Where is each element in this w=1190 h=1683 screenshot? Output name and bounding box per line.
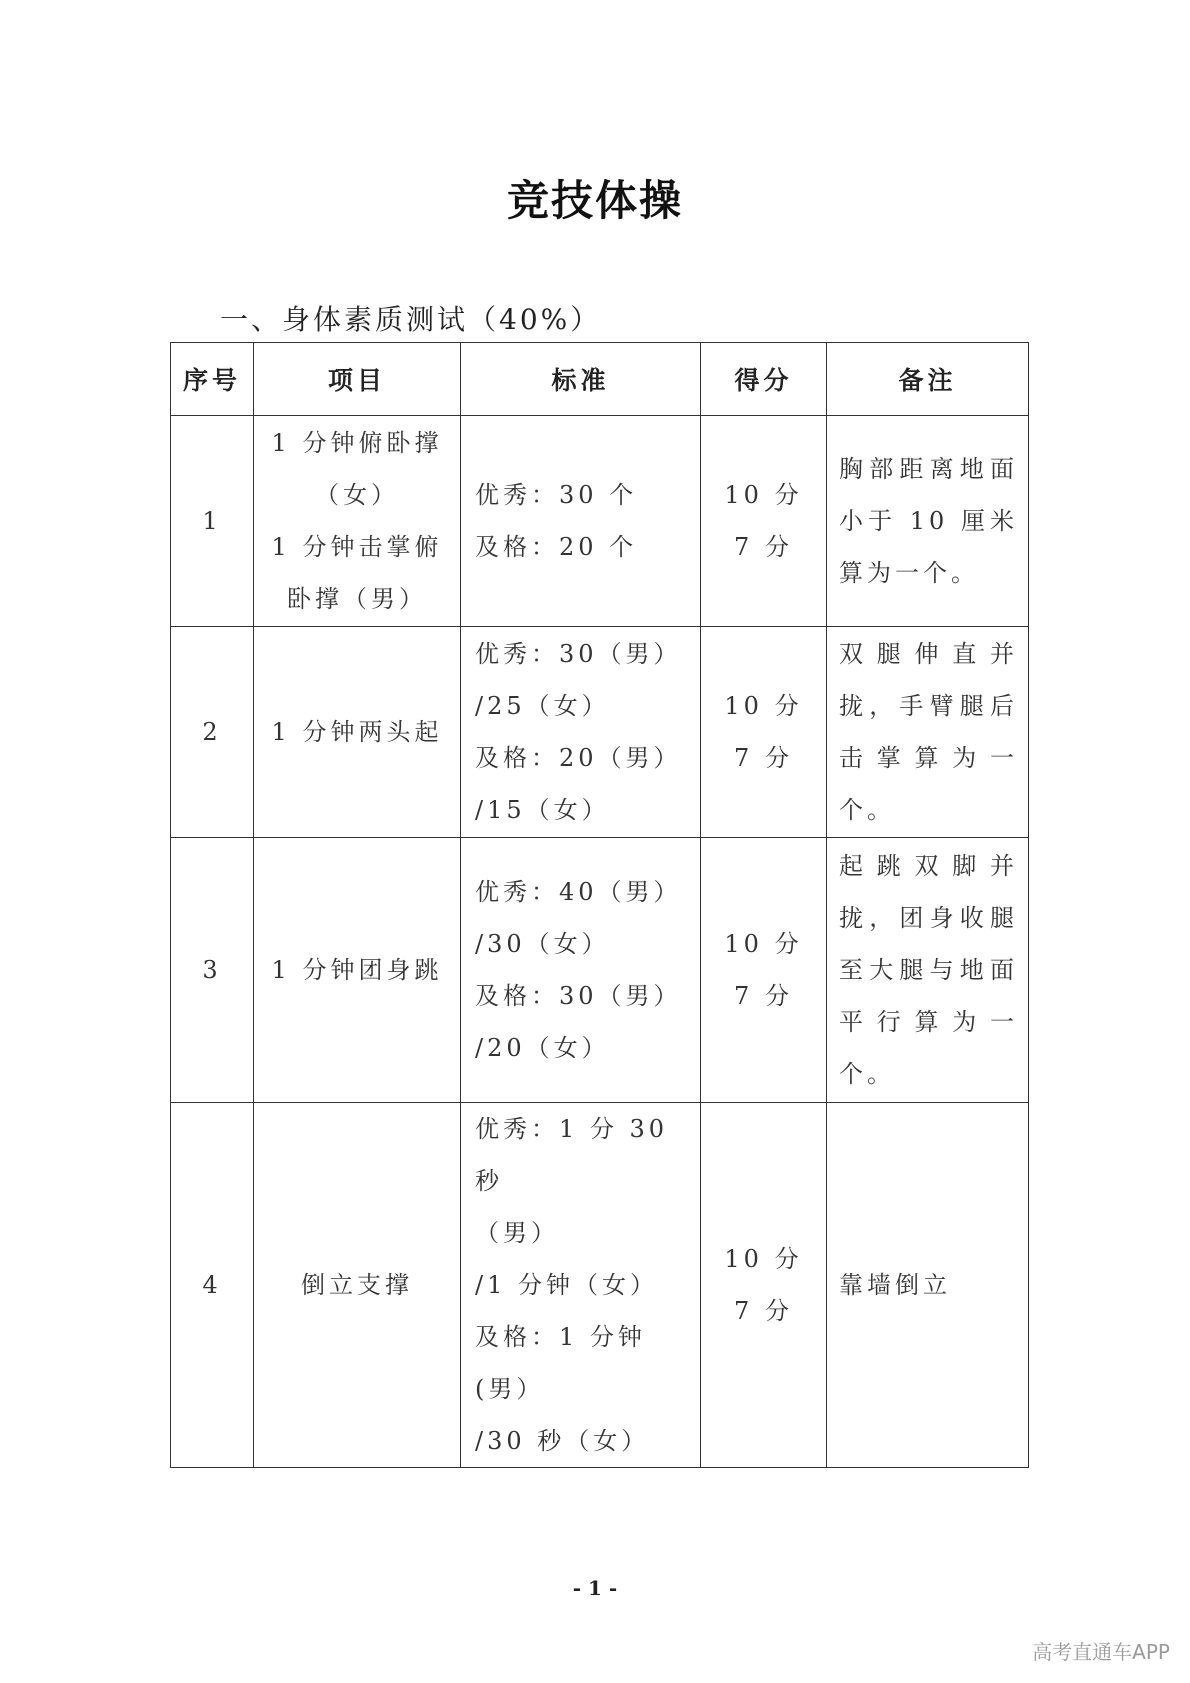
standard-line: （男） — [475, 1219, 559, 1247]
header-score: 得分 — [701, 343, 827, 416]
item-line: （女） — [315, 481, 399, 509]
physical-test-table — [170, 342, 1029, 1468]
header-standard: 标准 — [461, 343, 701, 416]
item-cell — [254, 627, 461, 838]
item-cell — [254, 1103, 461, 1468]
row-number: 2 — [171, 627, 254, 838]
standard-line: 及格：30（男） — [475, 982, 682, 1010]
item-line: 1 分钟击掌俯 — [271, 533, 443, 561]
standard-line: /25（女） — [475, 692, 610, 720]
standard-line: 优秀：40（男） — [475, 878, 682, 906]
score-cell — [701, 416, 827, 627]
table-row — [171, 627, 1029, 838]
score-line: 7 分 — [734, 533, 793, 561]
standard-line: 优秀：30 个 — [475, 481, 638, 509]
score-line: 10 分 — [724, 1245, 803, 1273]
standard-cell — [461, 838, 701, 1103]
note-cell: 靠墙倒立 — [827, 1103, 1029, 1468]
table-row — [171, 838, 1029, 1103]
standard-line: 及格：20（男） — [475, 744, 682, 772]
table-row — [171, 416, 1029, 627]
note-cell: 起跳双脚并拢，团身收腿至大腿与地面平行算为一个。 — [827, 838, 1029, 1103]
score-cell — [701, 1103, 827, 1468]
note-cell: 双腿伸直并拢，手臂腿后击掌算为一个。 — [827, 627, 1029, 838]
standard-line: /15（女） — [475, 796, 610, 824]
header-no: 序号 — [171, 343, 254, 416]
item-line: 1 分钟两头起 — [271, 718, 443, 746]
row-number: 4 — [171, 1103, 254, 1468]
standard-line: 及格：20 个 — [475, 533, 638, 561]
standard-line: /1 分钟（女） — [475, 1271, 658, 1299]
item-cell — [254, 416, 461, 627]
note-cell: 胸部距离地面小于 10 厘米算为一个。 — [827, 416, 1029, 627]
table-header-row — [171, 343, 1029, 416]
score-line: 7 分 — [734, 982, 793, 1010]
item-line: 卧撑（男） — [287, 585, 427, 613]
standard-line: /30 秒（女） — [475, 1427, 650, 1455]
standard-line: 优秀：1 分 30 秒 — [475, 1115, 669, 1195]
score-line: 7 分 — [734, 1297, 793, 1325]
score-line: 10 分 — [724, 930, 803, 958]
standard-cell — [461, 627, 701, 838]
score-cell — [701, 838, 827, 1103]
row-number: 3 — [171, 838, 254, 1103]
item-cell — [254, 838, 461, 1103]
standard-line: /30（女） — [475, 930, 610, 958]
score-line: 10 分 — [724, 692, 803, 720]
section-heading: 一、身体素质测试（40%） — [220, 303, 602, 336]
row-number: 1 — [171, 416, 254, 627]
header-item: 项目 — [254, 343, 461, 416]
page-number: - 1 - — [572, 1576, 618, 1600]
score-line: 10 分 — [724, 481, 803, 509]
standard-line: /20（女） — [475, 1034, 610, 1062]
table-row — [171, 1103, 1029, 1468]
standard-cell — [461, 1103, 701, 1468]
header-note: 备注 — [827, 343, 1029, 416]
watermark: 高考直通车APP — [1032, 1640, 1170, 1664]
standard-cell — [461, 416, 701, 627]
standard-line: 优秀：30（男） — [475, 640, 682, 668]
standard-line: 及格：1 分钟(男） — [475, 1323, 646, 1403]
item-line: 倒立支撑 — [301, 1271, 413, 1299]
score-cell — [701, 627, 827, 838]
page-title: 竞技体操 — [506, 176, 683, 225]
score-line: 7 分 — [734, 744, 793, 772]
item-line: 1 分钟俯卧撑 — [271, 429, 443, 457]
item-line: 1 分钟团身跳 — [271, 956, 443, 984]
